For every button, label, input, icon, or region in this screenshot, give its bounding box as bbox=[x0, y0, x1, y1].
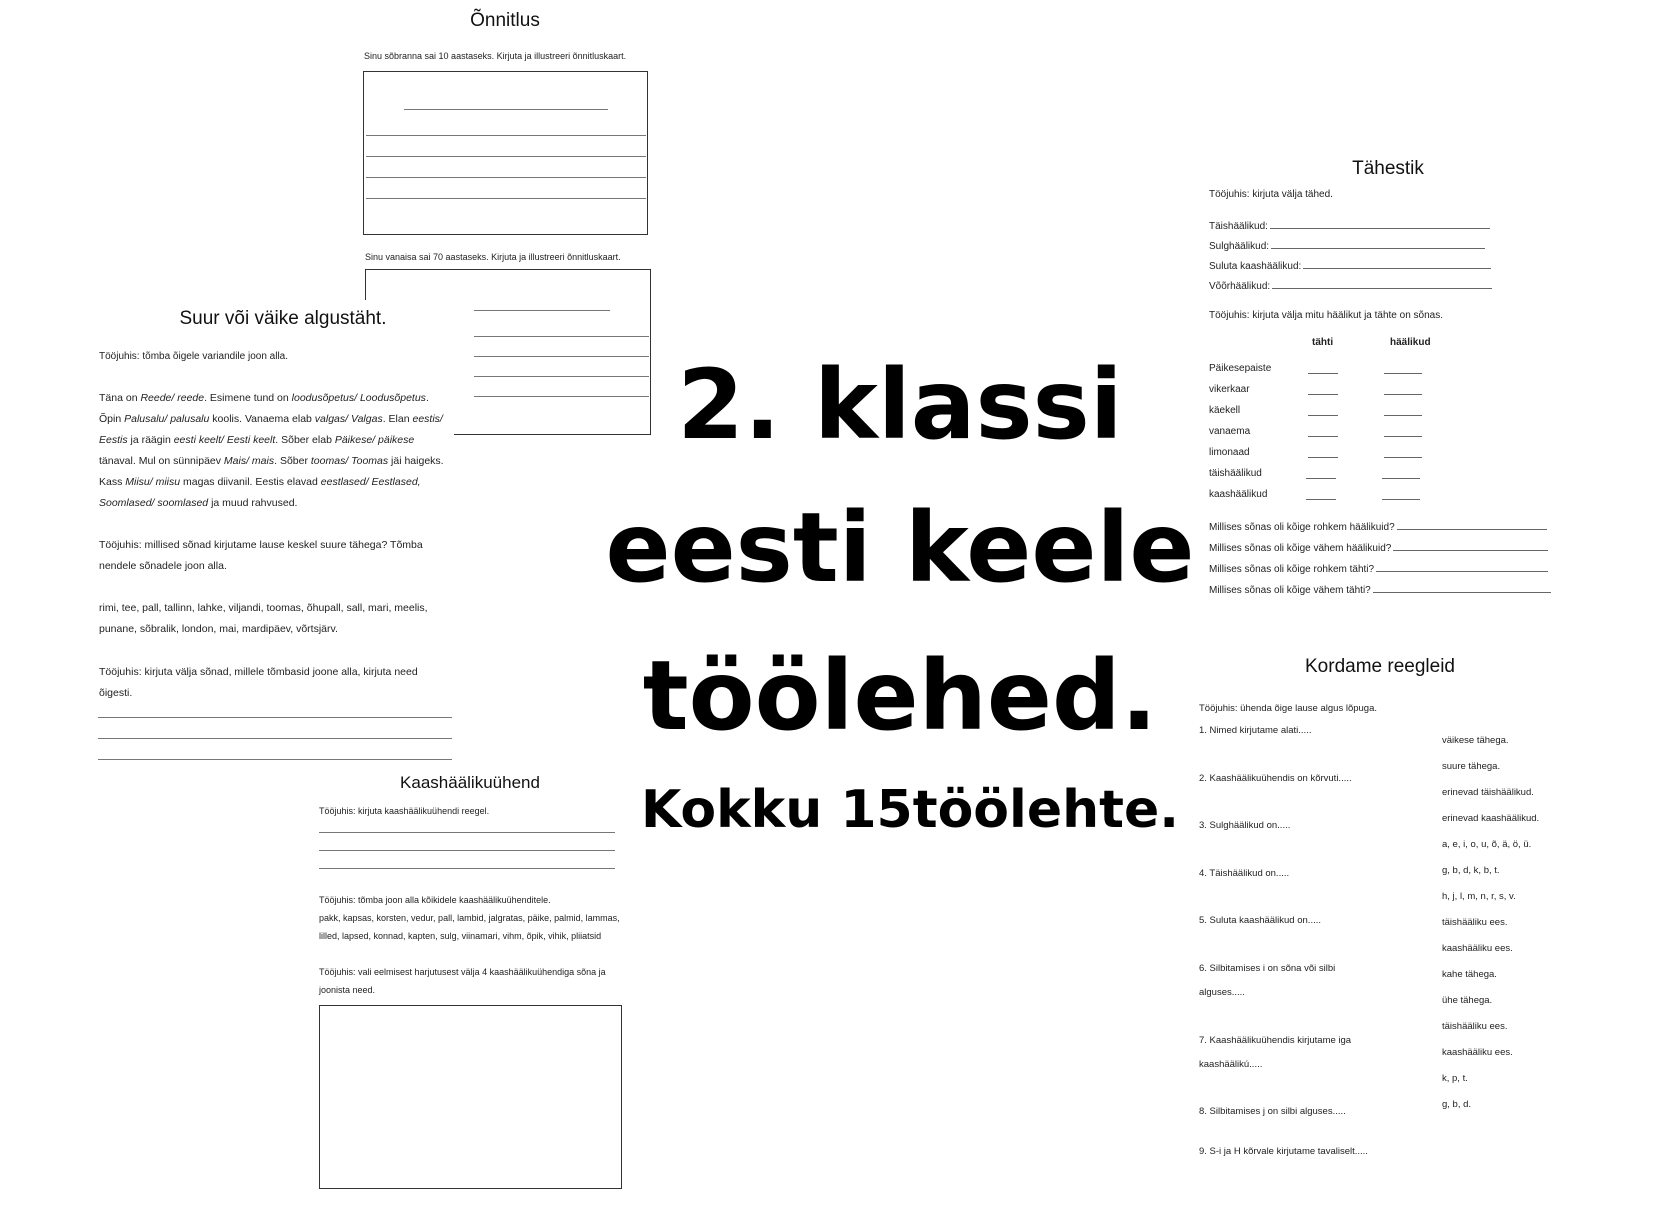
question-row: Millises sõnas oli kõige rohkem häälikuid? bbox=[1209, 520, 1547, 533]
suur-instruction-3: Tööjuhis: kirjuta välja sõnad, millele tõmbasid joone alla, kirjuta need õigesti. bbox=[99, 666, 418, 699]
count-blank bbox=[1308, 373, 1338, 374]
rule-end: g, b, d. bbox=[1442, 1099, 1472, 1110]
rule-start: 1. Nimed kirjutame alati..... bbox=[1199, 725, 1312, 736]
rule-line bbox=[319, 868, 615, 869]
question-row: Millises sõnas oli kõige rohkem tähti? bbox=[1209, 562, 1548, 575]
card-title-line bbox=[404, 109, 608, 110]
rule-start: 4. Täishäälikud on..... bbox=[1199, 868, 1290, 879]
cat-row: Sulghäälikud: bbox=[1209, 239, 1485, 252]
rule-end: väikese tähega. bbox=[1442, 735, 1509, 746]
kaas-instruction-2: Tööjuhis: tõmba joon alla kõikidele kaashäälikuühenditele. bbox=[319, 895, 551, 905]
kordame-instruction: Tööjuhis: ühenda õige lause algus lõpuga. bbox=[1199, 703, 1377, 714]
word-row: Päikesepaiste bbox=[1209, 363, 1272, 374]
rule-start: 6. Silbitamises i on sõna või silbi bbox=[1199, 963, 1336, 974]
word-row: vikerkaar bbox=[1209, 384, 1250, 395]
word-row: käekell bbox=[1209, 405, 1241, 416]
rule-end: erinevad kaashäälikud. bbox=[1442, 813, 1540, 824]
count-blank bbox=[1308, 436, 1338, 437]
rule-start: kaashäälikú..... bbox=[1199, 1059, 1263, 1070]
tahestik-title: Tähestik bbox=[1352, 158, 1424, 179]
count-blank bbox=[1384, 457, 1422, 458]
count-blank bbox=[1384, 436, 1422, 437]
headline-line-2: eesti keele bbox=[605, 492, 1195, 604]
rule-start: 9. S-i ja H kõrvale kirjutame tavaliselt..... bbox=[1199, 1146, 1368, 1157]
card-line bbox=[366, 156, 646, 157]
drawing-box bbox=[319, 1005, 622, 1189]
count-blank bbox=[1384, 415, 1422, 416]
answer-line bbox=[98, 717, 452, 718]
rule-end: täishääliku ees. bbox=[1442, 1021, 1508, 1032]
count-blank bbox=[1306, 478, 1336, 479]
kordame-title: Kordame reegleid bbox=[1305, 656, 1455, 677]
tahestik-instruction-1: Tööjuhis: kirjuta välja tähed. bbox=[1209, 189, 1333, 200]
count-blank bbox=[1308, 415, 1338, 416]
rule-end: kahe tähega. bbox=[1442, 969, 1497, 980]
question-row: Millises sõnas oli kõige vähem häälikuid? bbox=[1209, 541, 1548, 554]
suur-word-list: rimi, tee, pall, tallinn, lahke, viljandi, toomas, õhupall, sall, mari, meelis, punane, sõbralik, london, mai, mardipäev, võrtsjärv. bbox=[99, 602, 428, 635]
suur-worksheet bbox=[98, 300, 454, 770]
rule-end: h, j, l, m, n, r, s, v. bbox=[1442, 891, 1516, 902]
answer-line bbox=[98, 759, 452, 760]
rule-line bbox=[319, 850, 615, 851]
kaas-instruction-3: Tööjuhis: vali eelmisest harjutusest välja 4 kaashäälikuühendiga sõna ja joonista need. bbox=[319, 967, 606, 995]
count-blank bbox=[1306, 499, 1336, 500]
rule-start: alguses..... bbox=[1199, 987, 1245, 998]
onnitlus-title: Õnnitlus bbox=[470, 10, 540, 31]
word-row: limonaad bbox=[1209, 447, 1250, 458]
word-row: kaashäälikud bbox=[1209, 489, 1268, 500]
card-line bbox=[366, 135, 646, 136]
answer-line bbox=[98, 738, 452, 739]
suur-instruction-1: Tööjuhis: tõmba õigele variandile joon alla. bbox=[99, 351, 289, 362]
rule-start: 5. Suluta kaashäälikud on..... bbox=[1199, 915, 1321, 926]
suur-instruction-2: Tööjuhis: millised sõnad kirjutame lause keskel suure tähega? Tõmba nendele sõnadele joon alla. bbox=[99, 539, 423, 572]
rule-end: suure tähega. bbox=[1442, 761, 1501, 772]
rule-end: kaashääliku ees. bbox=[1442, 943, 1513, 954]
count-blank bbox=[1308, 394, 1338, 395]
col-tahti: tähti bbox=[1312, 337, 1334, 348]
col-haalikud: häälikud bbox=[1390, 337, 1431, 348]
count-blank bbox=[1382, 478, 1420, 479]
cat-row: Täishäälikud: bbox=[1209, 219, 1490, 232]
headline-subtitle: Kokku 15töölehte. bbox=[640, 780, 1180, 840]
headline-line-3: töölehed. bbox=[642, 640, 1158, 752]
kaas-words-2: lilled, lapsed, konnad, kapten, sulg, viinamari, vihm, õpik, vihik, pliiatsid bbox=[319, 931, 602, 941]
rule-end: täishääliku ees. bbox=[1442, 917, 1508, 928]
count-blank bbox=[1308, 457, 1338, 458]
word-row: täishäälikud bbox=[1209, 468, 1262, 479]
count-blank bbox=[1384, 394, 1422, 395]
card-box-1 bbox=[363, 71, 648, 235]
onnitlus-prompt-2: Sinu vanaisa sai 70 aastaseks. Kirjuta ja illustreeri õnnitluskaart. bbox=[365, 252, 621, 262]
rule-end: kaashääliku ees. bbox=[1442, 1047, 1513, 1058]
count-blank bbox=[1382, 499, 1420, 500]
question-row: Millises sõnas oli kõige vähem tähti? bbox=[1209, 583, 1551, 596]
card-line bbox=[366, 198, 646, 199]
count-blank bbox=[1384, 373, 1422, 374]
kaas-words-1: pakk, kapsas, korsten, vedur, pall, lambid, jalgratas, päike, palmid, lammas, bbox=[319, 913, 620, 923]
kaas-instruction-1: Tööjuhis: kirjuta kaashäälikuühendi reegel. bbox=[319, 806, 490, 816]
rule-end: a, e, i, o, u, õ, ä, ö, ü. bbox=[1442, 839, 1532, 850]
rule-line bbox=[319, 832, 615, 833]
card-line bbox=[366, 177, 646, 178]
headline-line-1: 2. klassi bbox=[677, 349, 1123, 461]
word-row: vanaema bbox=[1209, 426, 1251, 437]
rule-end: g, b, d, k, b, t. bbox=[1442, 865, 1500, 876]
rule-start: 3. Sulghäälikud on..... bbox=[1199, 820, 1291, 831]
kaas-title: Kaashäälikuühend bbox=[400, 773, 540, 792]
suur-paragraph: Täna on Reede/ reede. Esimene tund on loodusõpetus/ Loodusõpetus. Õpin Palusalu/ palusalu koolis. Vanaema elab valgas/ Valgas. Elan eestis/ Eestis ja räägin eesti keelt/ Eesti keelt. Sõber elab Päikese/ päikese tänaval. Mul on sünnipäev Mais/ mais. Sõber toomas/ Toomas jäi haigeks. Kass Miisu/ miisu magas diivanil. Eestis elavad eestlased/ Eestlased, Soomlased/ soomlased ja muud rahvused. bbox=[99, 392, 444, 509]
rule-end: ühe tähega. bbox=[1442, 995, 1493, 1006]
card-line bbox=[474, 336, 649, 337]
suur-title: Suur või väike algustäht. bbox=[179, 308, 387, 329]
card-title-line bbox=[474, 310, 610, 311]
rule-end: k, p, t. bbox=[1442, 1073, 1468, 1084]
rule-start: 8. Silbitamises j on silbi alguses..... bbox=[1199, 1106, 1346, 1117]
onnitlus-prompt-1: Sinu sõbranna sai 10 aastaseks. Kirjuta ja illustreeri õnnitluskaart. bbox=[364, 51, 627, 61]
rule-end: erinevad täishäälikud. bbox=[1442, 787, 1534, 798]
cat-row: Võõrhäälikud: bbox=[1209, 279, 1492, 292]
tahestik-instruction-2: Tööjuhis: kirjuta välja mitu häälikut ja tähte on sõnas. bbox=[1209, 310, 1444, 321]
rule-start: 7. Kaashäälikuühendis kirjutame iga bbox=[1199, 1035, 1352, 1046]
rule-start: 2. Kaashäälikuühendis on kõrvuti..... bbox=[1199, 773, 1352, 784]
cat-row: Suluta kaashäälikud: bbox=[1209, 259, 1491, 272]
